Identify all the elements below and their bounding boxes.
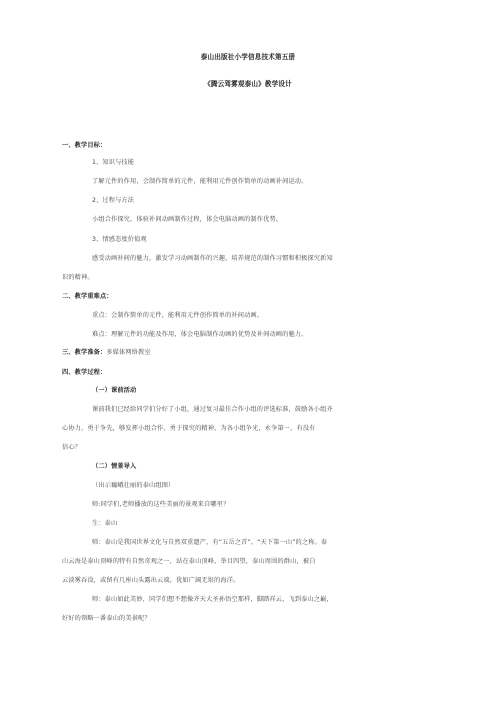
body-text: 小组合作探究，体验补间动画制作过程，体会电脑动画的制作优势。 — [92, 216, 283, 223]
subheading: 1、知识与技能 — [92, 159, 135, 166]
body-text: 感受动画补间的魅力，激发学习动画制作的兴趣，培养规范的制作习惯和积极探究新知 — [92, 255, 333, 262]
document-subtitle: 《腾云驾雾观泰山》教学设计 — [204, 80, 292, 88]
preparation-value: 多媒体网络教室 — [106, 349, 151, 356]
document-title: 泰山出版社小学信息技术第五册 — [200, 53, 296, 61]
body-text: 师：泰山如此美妙，同学们想不想像齐天大圣孙悟空那样，脚踏祥云，飞到泰山之巅， — [92, 596, 333, 603]
body-text: 识的精神。 — [62, 274, 94, 281]
body-text: 难点：理解元件的功能及作用，体会电脑制作动画的优势及补间动画的魅力。 — [92, 331, 308, 338]
body-text: 师:同学们,老师播放的这些美丽的景观来自哪里？ — [92, 501, 230, 508]
body-text: 心协力，勇于争先，够发挥小组合作、勇于探究的精神，为各小组争光，永争第一，有没有 — [62, 425, 316, 432]
section-heading-keypoints: 二、教学重难点： — [62, 293, 113, 300]
body-text: 重点：会制作简单的元件，能利用元件创作简单的补间动画。 — [92, 312, 264, 319]
body-text: 课前我们已经给同学们分好了小组，通过复习最佳合作小组的评选标准，鼓励各小组齐 — [92, 406, 333, 413]
subsection-heading: （二）情景导入 — [92, 463, 137, 470]
body-text: 师：泰山是我国世界文化与自然双重遗产，有“五岳之首”、“天下第一山”的之称。泰 — [92, 539, 328, 546]
subheading: 2、过程与方法 — [92, 197, 135, 204]
subheading: 3、情感态度价值观 — [92, 236, 147, 243]
body-text: 好好的领略一番泰山的美景呢？ — [62, 615, 151, 622]
section-heading-objectives: 一、教学目标： — [62, 142, 107, 149]
body-text: 山云海是泰山顶峰的特有自然奇观之一，站在泰山顶峰，举目四望，泰山周围的群山，被白 — [62, 558, 316, 565]
body-text: （出示巍峨壮丽的泰山组图） — [92, 482, 175, 489]
body-text: 了解元件的作用，会制作简单的元件，能利用元件创作简单的动画补间运动。 — [92, 178, 308, 185]
section-heading-preparation: 三、教学准备： — [62, 349, 107, 356]
body-text: 信心？ — [62, 444, 82, 451]
preparation-line — [62, 348, 151, 357]
body-text: 生：泰山 — [92, 520, 118, 527]
section-heading-process: 四、教学过程： — [62, 369, 107, 376]
body-text: 云淡雾吞没，或留有几座山头露出云端，犹如广阔无垠的海洋。 — [62, 577, 240, 584]
subsection-heading: （一）课前活动 — [92, 387, 137, 394]
